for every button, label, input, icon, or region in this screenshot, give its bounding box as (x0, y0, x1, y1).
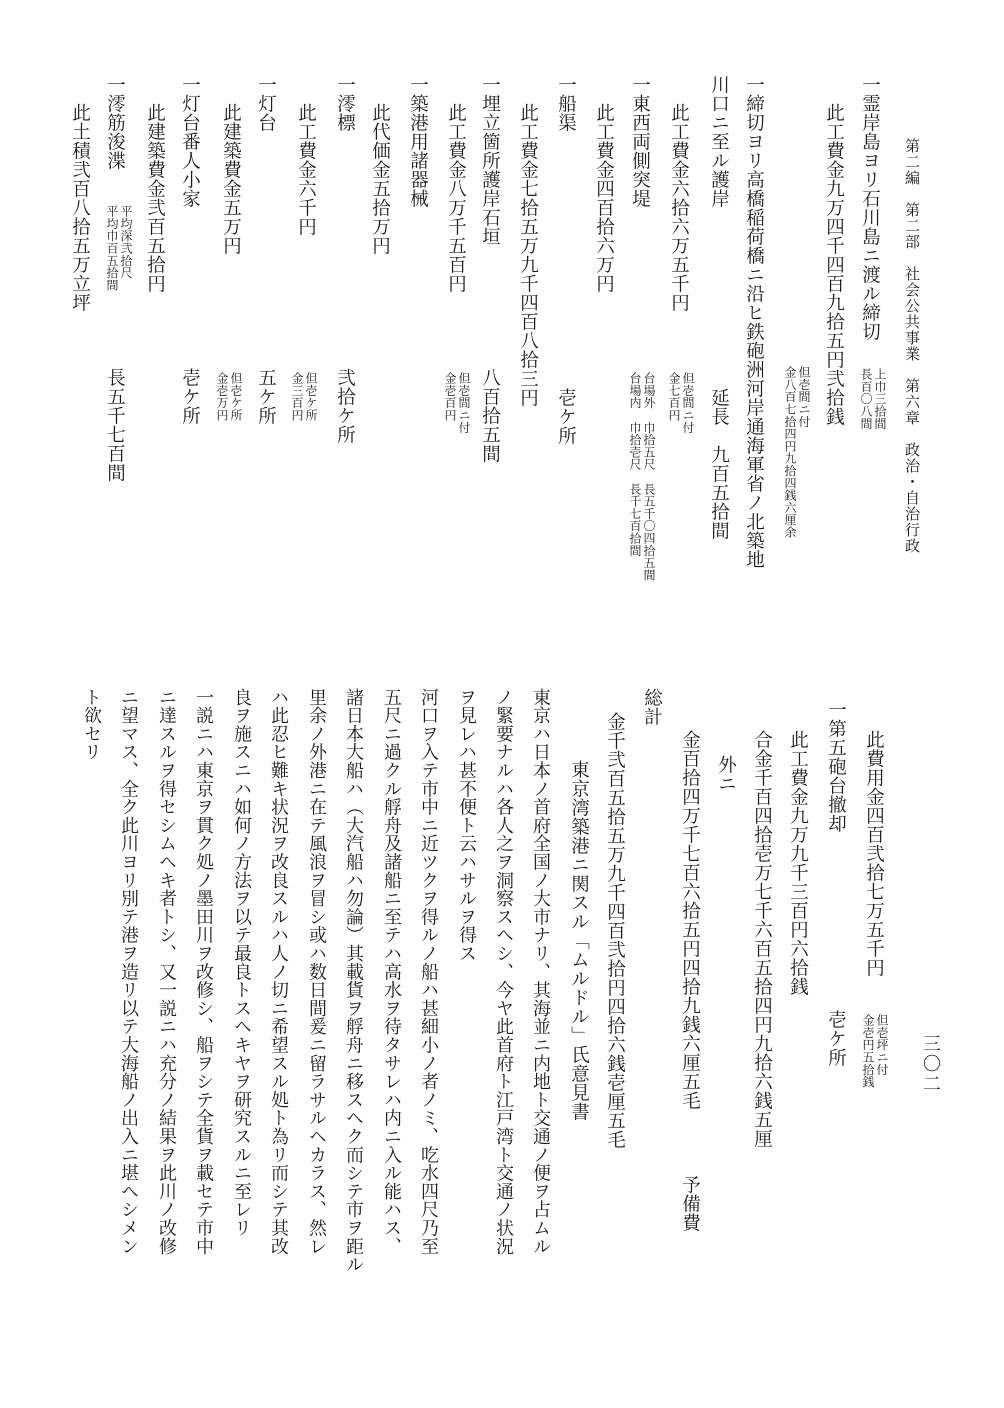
body-line: 諸日本大船ハ（大汽船ハ勿論）其載貨ヲ艀舟ニ移スヘク而シテ市ヲ距ル (343, 688, 364, 1274)
cost-line: 此工費金七拾五万九千四百八拾三円 (517, 103, 539, 407)
page-number: 三〇二 (920, 1034, 941, 1094)
body-line: ハ此忍ヒ難キ状況ヲ改良スルハ人ノ切ニ希望スル処ト為リ而シテ其改 (268, 688, 289, 1256)
body-line: 河口ヲ入テ市中ニ近ツクヲ得ルノ船ハ甚細小ノ者ノミ、吃水四尺乃至 (418, 688, 439, 1256)
item-line: 一澪筋浚渫 (104, 75, 126, 170)
section-title: 東京湾築港ニ関スル「ムルドル」氏意見書 (568, 760, 590, 1121)
annotation: 但壱間ニ付 (457, 372, 471, 434)
body-line: 里余ノ外港ニ在テ風浪ヲ冒シ或ハ数日間爰ニ留ラサルヘカラス、然レ (306, 688, 327, 1256)
cost-line: 此工費金九万四千四百九拾五円弐拾銭 (823, 103, 845, 426)
annotation: 但壱坪ニ付 (875, 1014, 889, 1076)
item-line: 一築港用諸器械 (407, 75, 429, 208)
item-line: 一締切ヨリ高橋稲荷橋ニ沿ヒ鉄砲洲河岸通海軍省ノ北築地 (743, 75, 765, 569)
annotation: 但壱ケ所 (229, 372, 243, 422)
body-line: 良ヲ施スニハ如何ノ方法ヲ以テ最良トスヘキヤヲ研究スルニ至レリ (231, 688, 252, 1237)
quantity: 壱ケ所 (555, 388, 577, 445)
annotation: 台場内 巾拾壱尺 長千七百拾間 (628, 372, 642, 557)
item-line: 一東西両側突堤 (629, 75, 651, 208)
reserve-label: 予備費 (679, 1175, 701, 1232)
cost-line: 此建築費金弐百五拾円 (144, 103, 166, 293)
cost-line: 此費用金四百弐拾七万五千円 (863, 730, 885, 977)
annotation: 台場外 巾拾五尺 長五千〇四拾五間 (642, 372, 656, 582)
annotation: 但壱間ニ付 (797, 366, 811, 428)
annotation: 長百〇八間 (859, 368, 873, 430)
total-heading: 総計 (641, 688, 663, 726)
annotation: 平均巾百五拾間 (105, 205, 119, 292)
annotation: 金壱百円 (443, 372, 457, 422)
body-line: 一説ニハ東京ヲ貫ク処ノ墨田川ヲ改修シ、船ヲシテ全貨ヲ載セテ市中 (193, 688, 214, 1256)
cost-line: 此工費金九万九千三百円六拾銭 (787, 730, 809, 996)
annotation: 但壱間ニ付 (681, 372, 695, 434)
body-line: 東京ハ日本ノ首府全国ノ大市ナリ、其海並ニ内地ト交通ノ便ヲ占ムル (530, 688, 551, 1256)
quantity: 八百拾五間 (479, 368, 501, 463)
cost-line: 此工費金八万千五百円 (445, 103, 467, 293)
item-line: 一灯台 (255, 75, 277, 132)
annotation: 金壱万円 (215, 372, 229, 422)
body-line: ニ達スルヲ得セシムヘキ者トシ、又一説ニハ充分ノ結果ヲ此川ノ改修 (156, 688, 177, 1256)
annotation: 金八百七拾四円九拾四銭六厘余 (783, 366, 797, 539)
body-line: 五尺ニ過クル艀舟及諸船ニ至テハ高水ヲ待タサレハ内ニ入ル能ハス、 (381, 688, 402, 1256)
item-line: 一澪標 (334, 75, 356, 132)
annotation: 金三百円 (290, 372, 304, 422)
total-amount: 金千弐百五拾五万九千四百弐拾円四拾六銭壱厘五毛 (604, 712, 626, 1149)
annotation: 金七百円 (667, 372, 681, 422)
cost-line: 此工費金四百拾六万円 (593, 103, 615, 293)
annotation: 上巾三拾間 (873, 368, 887, 430)
quantity: 壱ケ所 (825, 1010, 847, 1067)
annotation: 但壱ケ所 (304, 372, 318, 422)
item-line: 川口ニ至ル護岸 (708, 75, 730, 208)
annotation: 平均深弐拾尺 (119, 205, 133, 279)
cost-line: 此代価金五拾万円 (369, 103, 391, 255)
cost-line: 此土積弐百八拾五万立坪 (69, 103, 91, 312)
quantity: 弐拾ケ所 (334, 368, 356, 444)
quantity: 長五千七百間 (104, 368, 126, 482)
cost-line: 此工費金六千円 (295, 103, 317, 236)
quantity: 壱ケ所 (179, 368, 201, 425)
item-line: 一船渠 (555, 75, 577, 132)
body-line: ヲ見レハ甚不便ト云ハサルヲ得ス (456, 688, 477, 963)
quantity: 五ケ所 (255, 368, 277, 425)
quantity: 延長 九百五拾間 (708, 388, 730, 540)
item-line: 一埋立箇所護岸石垣 (479, 75, 501, 246)
annotation: 金壱円五拾銭 (861, 1014, 875, 1088)
body-line: ニ望マス、全ク此川ヨリ別テ港ヲ造リ以テ大海船ノ出入ニ堪ヘシメン (118, 688, 139, 1256)
item-line: 一霊岸島ヨリ石川島ニ渡ル締切 (859, 75, 881, 341)
cost-line: 此工費金六拾六万五千円 (668, 103, 690, 312)
reserve-amount: 金百拾四万千七百六拾五円四拾九銭六厘五毛 (679, 730, 701, 1110)
grand-sum: 合金千百四拾壱万七千六百五拾四円九拾六銭五厘 (751, 730, 773, 1148)
body-line: ト欲セリ (81, 688, 102, 762)
extra-label: 外ニ (715, 755, 737, 793)
body-line: ノ緊要ナルハ各人之ヲ洞察スヘシ、今ヤ此首府ト江戸湾ト交通ノ状況 (493, 688, 514, 1256)
item-line: 一灯台番人小家 (179, 75, 201, 208)
cost-line: 此建築費金五万円 (220, 103, 242, 255)
item-line: 一第五砲台撤却 (825, 700, 847, 833)
running-title: 第二編 第二部 社会公共事業 第六章 政治・自治行政 (903, 138, 921, 554)
